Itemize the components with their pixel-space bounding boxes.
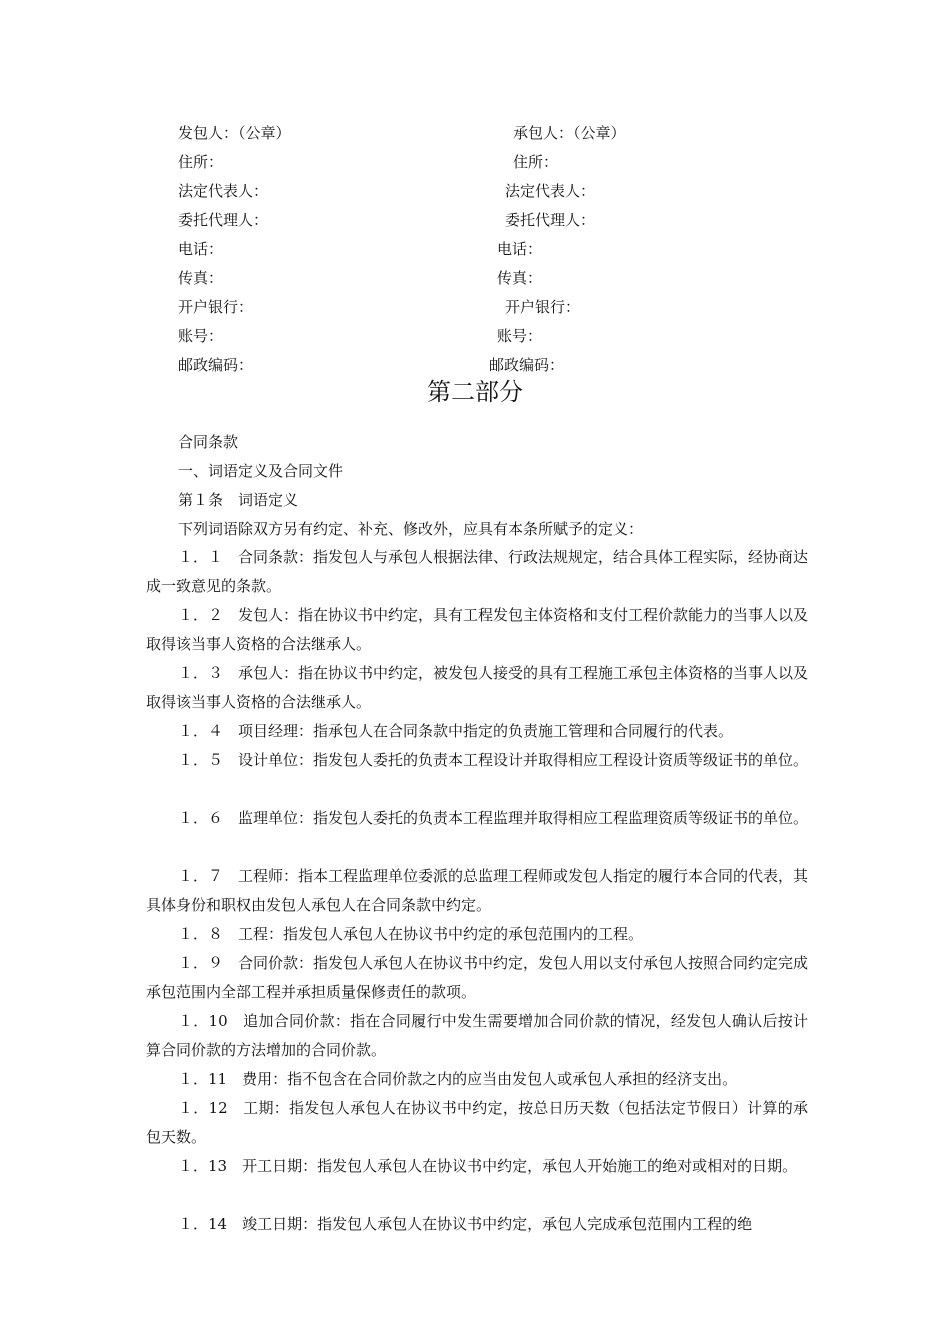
party-b-phone-label: 电话： <box>497 240 543 258</box>
clause-1-3: １．３ 承包人：指在协议书中约定，被发包人接受的具有工程施工承包主体资格的当事人以及取得该当事人资格的合法继承人。 <box>146 664 809 711</box>
party-a-postcode-label: 邮政编码： <box>178 356 254 374</box>
clause-1-9: １．９ 合同价款：指发包人承包人在协议书中约定，发包人用以支付承包人按照合同约定完成承包范围内全部工程并承担质量保修责任的款项。 <box>146 954 809 1001</box>
party-b-legal-rep-label: 法定代表人： <box>505 182 596 200</box>
party-a-agent-label: 委托代理人： <box>178 211 269 229</box>
section-label: 合同条款 <box>178 433 239 451</box>
party-b-address-label: 住所： <box>513 153 559 171</box>
clause-1-4: １．４ 项目经理：指承包人在合同条款中指定的负责施工管理和合同履行的代表。 <box>178 722 734 740</box>
clause-1-2: １．２ 发包人：指在协议书中约定，具有工程发包主体资格和支付工程价款能力的当事人以及取得该当事人资格的合法继承人。 <box>146 606 809 653</box>
party-a-label: 发包人：（公章） <box>178 124 291 142</box>
article-heading: 第１条 词语定义 <box>178 491 299 509</box>
clause-1-6: １．６ 监理单位：指发包人委托的负责本工程监理并取得相应工程监理资质等级证书的单位。 <box>178 809 809 827</box>
clause-1-11: １．11 费用：指不包含在合同价款之内的应当由发包人或承包人承担的经济支出。 <box>178 1070 738 1088</box>
party-b-bank-label: 开户银行： <box>505 298 581 316</box>
clause-1-14: １．14 竣工日期：指发包人承包人在协议书中约定，承包人完成承包范围内工程的绝 <box>178 1215 753 1233</box>
clause-1-13: １．13 开工日期：指发包人承包人在协议书中约定，承包人开始施工的绝对或相对的日期。 <box>178 1157 798 1175</box>
party-a-legal-rep-label: 法定代表人： <box>178 182 269 200</box>
clause-1-12: １．12 工期：指发包人承包人在协议书中约定，按总日历天数（包括法定节假日）计算的承包天数。 <box>146 1099 808 1146</box>
part-title: 第二部分 <box>427 378 523 406</box>
intro-paragraph: 下列词语除双方另有约定、补充、修改外，应具有本条所赋予的定义： <box>178 520 644 538</box>
party-a-bank-label: 开户银行： <box>178 298 254 316</box>
party-b-agent-label: 委托代理人： <box>505 211 596 229</box>
party-a-fax-label: 传真： <box>178 269 224 287</box>
clause-1-8: １．８ 工程：指发包人承包人在协议书中约定的承包范围内的工程。 <box>178 925 644 943</box>
clause-1-10: １．10 追加合同价款：指在合同履行中发生需要增加合同价款的情况，经发包人确认后按计算合同价款的方法增加的合同价款。 <box>146 1012 808 1059</box>
party-b-label: 承包人：（公章） <box>513 124 626 142</box>
party-b-fax-label: 传真： <box>497 269 543 287</box>
clause-1-5: １．５ 设计单位：指发包人委托的负责本工程设计并取得相应工程设计资质等级证书的单位。 <box>178 751 809 769</box>
party-a-address-label: 住所： <box>178 153 224 171</box>
party-b-account-label: 账号： <box>497 327 543 345</box>
party-a-phone-label: 电话： <box>178 240 224 258</box>
chapter-heading: 一、词语定义及合同文件 <box>178 462 344 480</box>
party-a-account-label: 账号： <box>178 327 224 345</box>
party-b-postcode-label: 邮政编码： <box>489 356 565 374</box>
clause-1-1: １．１ 合同条款：指发包人与承包人根据法律、行政法规规定，结合具体工程实际，经协商达成一致意见的条款。 <box>146 548 809 595</box>
clause-1-7: １．７ 工程师：指本工程监理单位委派的总监理工程师或发包人指定的履行本合同的代表，其具体身份和职权由发包人承包人在合同条款中约定。 <box>146 867 809 914</box>
